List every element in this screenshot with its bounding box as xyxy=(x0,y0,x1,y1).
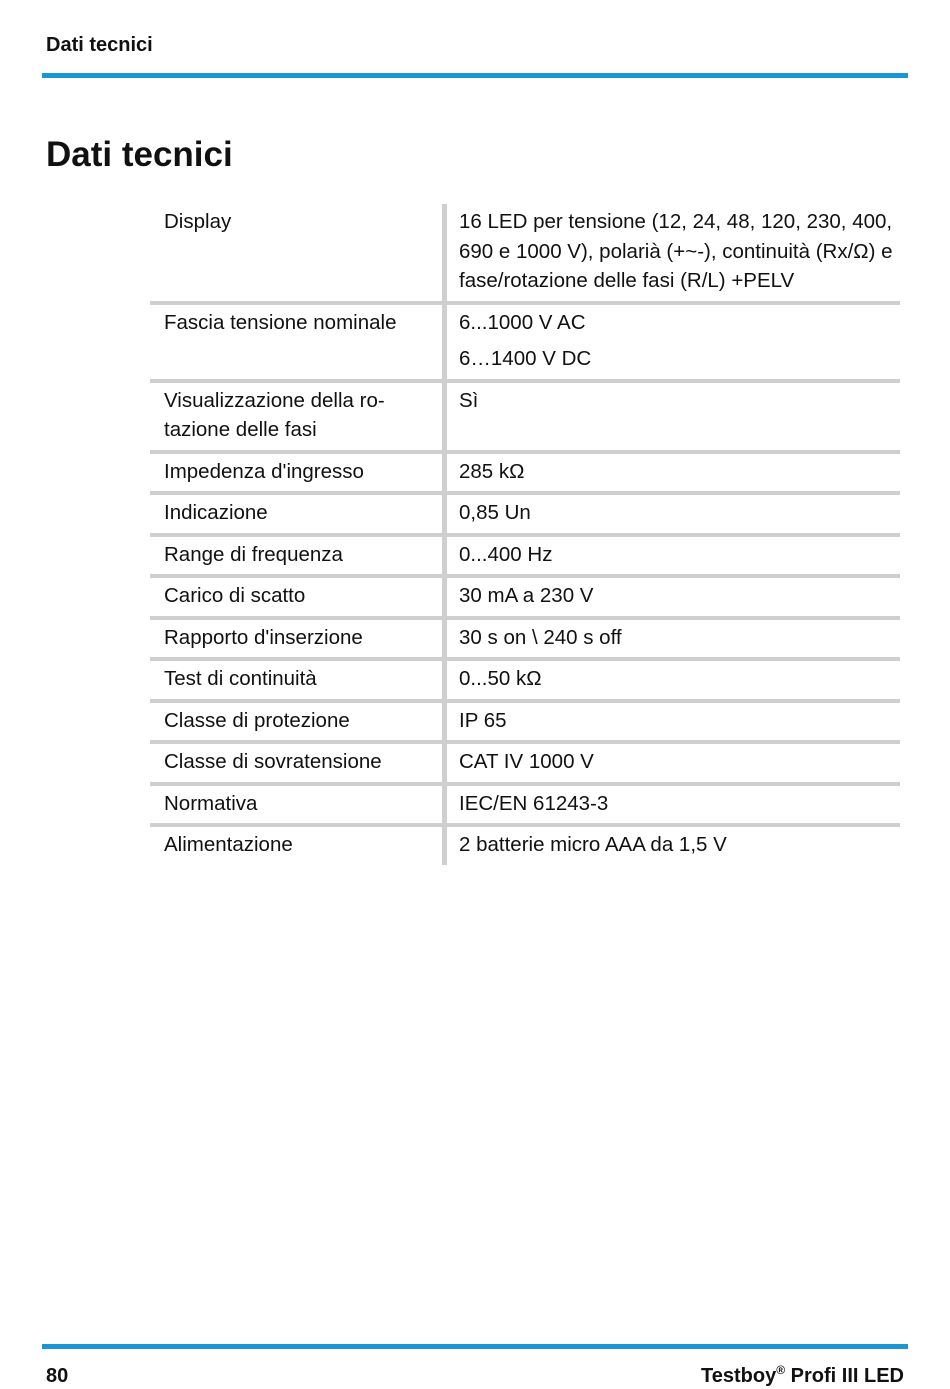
table-row xyxy=(150,303,900,381)
page-number: 80 xyxy=(46,1365,69,1387)
spec-label: Test di continuità xyxy=(150,659,445,701)
product-model: Profi III LED xyxy=(785,1365,904,1387)
table-row xyxy=(150,618,900,660)
spec-label: Classe di protezione xyxy=(150,701,445,743)
running-header: Dati tecnici xyxy=(46,34,153,56)
spec-value: 30 mA a 230 V xyxy=(445,576,901,618)
spec-value: Sì xyxy=(445,381,901,452)
spec-label: Range di frequenza xyxy=(150,535,445,577)
registered-mark: ® xyxy=(776,1363,786,1377)
spec-value: 0...400 Hz xyxy=(445,535,901,577)
spec-value: 0...50 kΩ xyxy=(445,659,901,701)
spec-value: IP 65 xyxy=(445,701,901,743)
spec-label: Visualizzazione della ro-tazione delle fasi xyxy=(150,381,445,452)
table-row xyxy=(150,381,900,452)
spec-value: CAT IV 1000 V xyxy=(445,742,901,784)
table-row xyxy=(150,576,900,618)
header-rule xyxy=(42,73,908,78)
product-name xyxy=(701,1364,904,1388)
table-row xyxy=(150,204,900,303)
table-row xyxy=(150,701,900,743)
page-title: Dati tecnici xyxy=(46,135,233,174)
footer-rule xyxy=(42,1344,908,1349)
spec-label: Normativa xyxy=(150,784,445,826)
spec-value: 2 batterie micro AAA da 1,5 V xyxy=(445,825,901,865)
spec-label: Carico di scatto xyxy=(150,576,445,618)
spec-label: Impedenza d'ingresso xyxy=(150,452,445,494)
table-row xyxy=(150,825,900,865)
table-row xyxy=(150,659,900,701)
table-row xyxy=(150,452,900,494)
spec-value: 30 s on \ 240 s off xyxy=(445,618,901,660)
table-row xyxy=(150,742,900,784)
spec-label: Fascia tensione nominale xyxy=(150,303,445,381)
spec-label: Display xyxy=(150,204,445,303)
spec-value: 285 kΩ xyxy=(445,452,901,494)
spec-value xyxy=(445,303,901,381)
specifications-table xyxy=(150,204,900,865)
spec-label: Alimentazione xyxy=(150,825,445,865)
spec-value: 16 LED per tensione (12, 24, 48, 120, 230, 400, 690 e 1000 V), polarià (+~-), continuità (Rx/Ω) e fase/rotazione delle fasi (R/L) +PELV xyxy=(459,210,893,292)
spec-label: Classe di sovratensione xyxy=(150,742,445,784)
spec-value: IEC/EN 61243-3 xyxy=(445,784,901,826)
spec-label: Indicazione xyxy=(150,493,445,535)
spec-value-line: 6...1000 V AC xyxy=(459,310,586,334)
product-brand: Testboy xyxy=(701,1365,777,1387)
table-row xyxy=(150,493,900,535)
table-row xyxy=(150,784,900,826)
spec-value: 0,85 Un xyxy=(445,493,901,535)
table-row xyxy=(150,535,900,577)
spec-value-line: 6…1400 V DC xyxy=(459,347,592,370)
spec-label: Rapporto d'inserzione xyxy=(150,618,445,660)
